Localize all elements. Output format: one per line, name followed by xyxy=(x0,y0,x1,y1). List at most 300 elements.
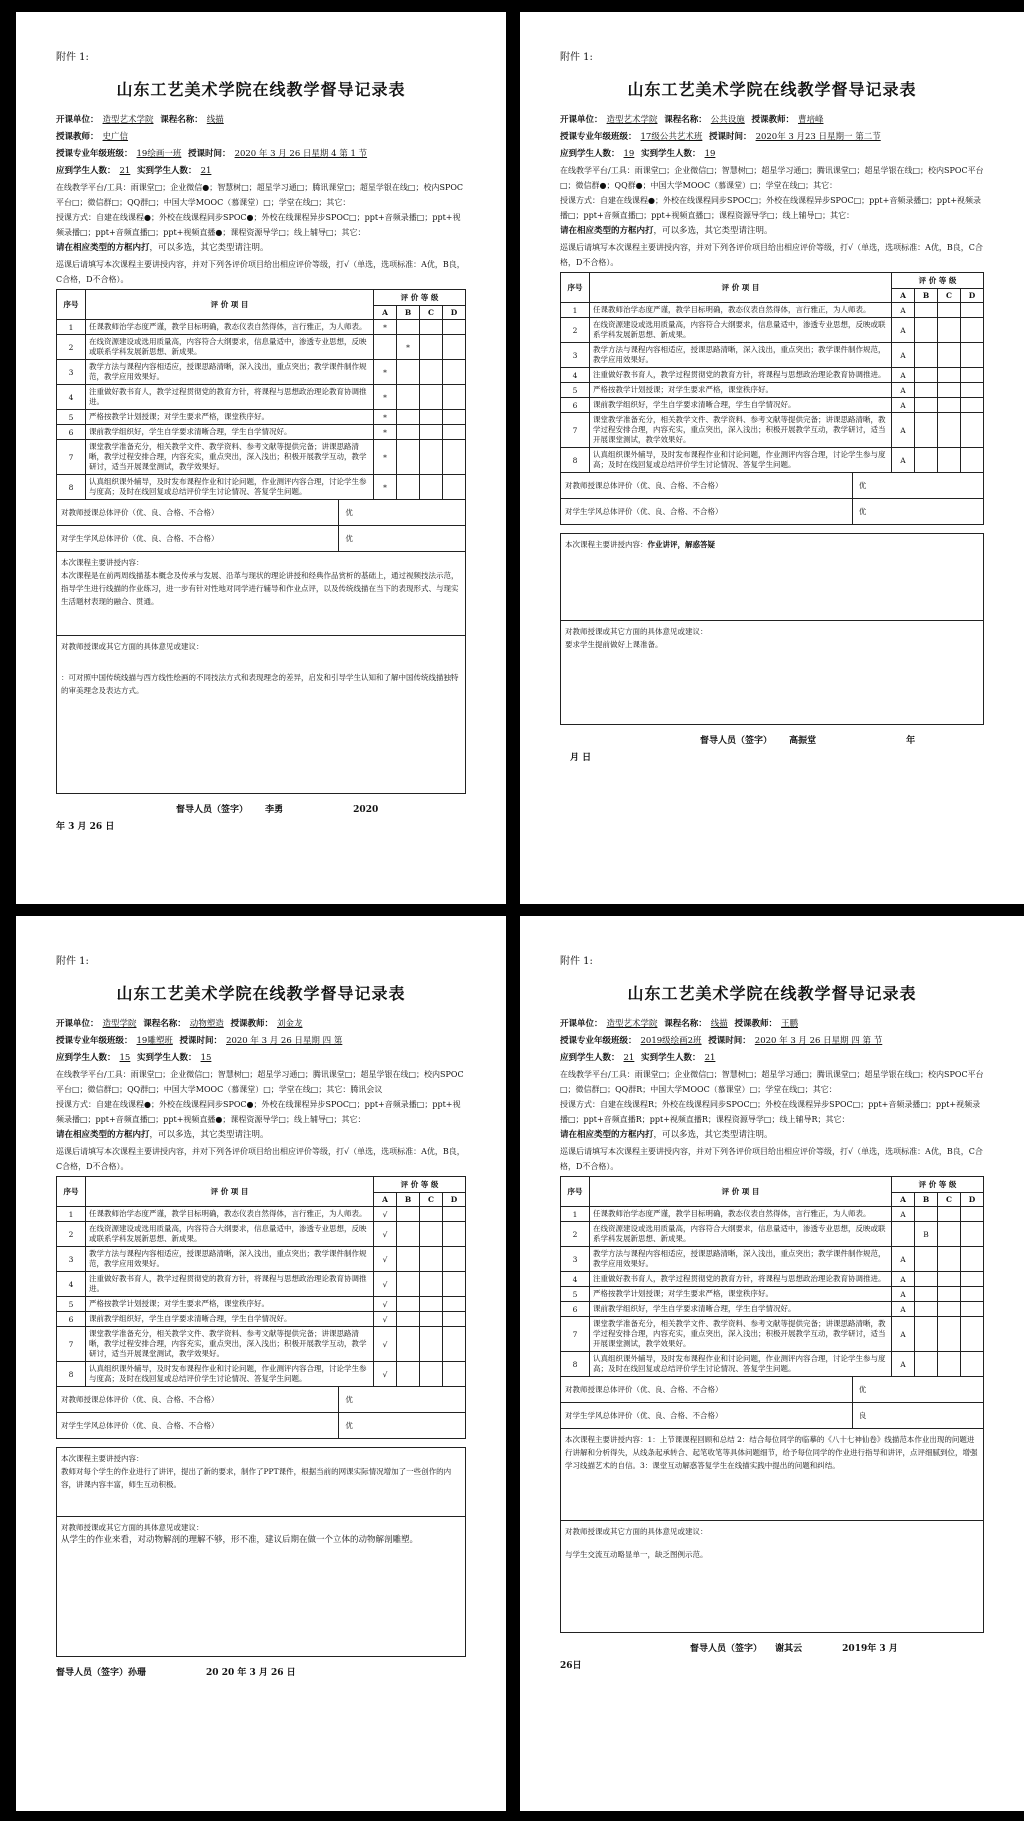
grade-mark: B xyxy=(915,1222,938,1247)
grade-mark: * xyxy=(374,385,397,410)
row-number: 4 xyxy=(561,368,590,383)
header-grade: 评 价 等 级 xyxy=(892,273,984,289)
grade-col-header: D xyxy=(443,1193,466,1207)
row-number: 7 xyxy=(561,413,590,448)
grade-cell xyxy=(397,1327,420,1362)
table-row xyxy=(561,1222,984,1247)
label-course: 课程名称： xyxy=(664,115,707,125)
row-number: 8 xyxy=(57,1362,86,1387)
grade-cell xyxy=(938,1287,961,1302)
grade-cell xyxy=(938,1247,961,1272)
grade-mark: A xyxy=(892,1302,915,1317)
grade-mark: √ xyxy=(374,1272,397,1297)
grade-cell xyxy=(961,383,984,398)
criterion-text: 注重做好教书育人，教学过程贯彻党的教育方针，将课程与思想政治理论教育协调推进。 xyxy=(86,385,374,410)
teacher-eval-value: 优 xyxy=(345,508,353,517)
row-number: 5 xyxy=(561,1287,590,1302)
teacher-eval-label: 对教师授课总体评价（优、良、合格、不合格） xyxy=(57,1387,339,1412)
table-row xyxy=(561,383,984,398)
label-class: 授课专业年级班级： xyxy=(56,1036,133,1046)
row-number: 6 xyxy=(561,1302,590,1317)
signature-line xyxy=(56,802,466,815)
grade-cell xyxy=(443,335,466,360)
grade-mark: A xyxy=(892,383,915,398)
grade-cell xyxy=(443,360,466,385)
grade-cell xyxy=(420,1362,443,1387)
label-actual: 实到学生人数： xyxy=(641,149,701,159)
table-row xyxy=(57,360,466,385)
grade-cell xyxy=(892,1222,915,1247)
grade-cell xyxy=(961,343,984,368)
criterion-text: 教学方法与课程内容相适应，授课思路清晰，深入浅出，重点突出；教学课件制作规范，教学应用效果好。 xyxy=(590,343,892,368)
grade-mark: A xyxy=(892,448,915,473)
header-grade: 评 价 等 级 xyxy=(374,1177,466,1193)
grade-cell xyxy=(420,410,443,425)
student-eval-label: 对学生学风总体评价（优、良、合格、不合格） xyxy=(57,1413,339,1438)
table-row xyxy=(57,1362,466,1387)
student-eval-label: 对学生学风总体评价（优、良、合格、不合格） xyxy=(561,1403,853,1428)
grade-cell xyxy=(915,383,938,398)
grade-mark: A xyxy=(892,1352,915,1377)
content-text: 作业讲评，解惑答疑 xyxy=(647,540,715,549)
grade-mark: * xyxy=(374,440,397,475)
label-unit: 开课单位： xyxy=(560,1019,603,1029)
row-number: 2 xyxy=(57,335,86,360)
content-box xyxy=(56,552,466,636)
form-page-1 xyxy=(16,12,506,904)
label-expected: 应到学生人数： xyxy=(56,166,116,176)
teacher-eval-value: 优 xyxy=(858,1385,867,1394)
signer-name: 谢其云 xyxy=(775,1644,803,1654)
value-teacher: 王鹏 xyxy=(780,1019,798,1029)
table-row xyxy=(57,385,466,410)
grade-mark: A xyxy=(892,413,915,448)
grade-col-header: A xyxy=(892,1193,915,1207)
header-no: 序号 xyxy=(57,290,86,320)
form-page-3 xyxy=(16,916,506,1811)
signature-label: 督导人员（签字） xyxy=(700,736,773,746)
table-row xyxy=(561,1247,984,1272)
table-row xyxy=(57,1207,466,1222)
criterion-text: 教学方法与课程内容相适应，授课思路清晰，深入浅出，重点突出；教学课件制作规范，教学应用效果好。 xyxy=(86,360,374,385)
criterion-text: 课堂教学准备充分，相关教学文件、教学资料、参考文献等提供完备；讲课思路清晰，教学过程安排合理，内容充实，重点突出，深入浅出；积极开展教学互动，教学研讨，适当开展课堂测试，教学效果好。 xyxy=(590,1317,892,1352)
grade-col-header: B xyxy=(397,1193,420,1207)
grade-cell xyxy=(961,318,984,343)
grade-cell xyxy=(443,1222,466,1247)
note-rest: ，可以多选，其它类型请注明。 xyxy=(149,243,269,253)
table-row xyxy=(57,1247,466,1272)
student-eval-value: 优 xyxy=(345,534,353,543)
note-label: 请在相应类型的方框内打 xyxy=(560,1130,654,1140)
date-tail: 月 日 xyxy=(570,753,592,763)
grade-cell xyxy=(420,425,443,440)
signature-label: 督导人员（签字） xyxy=(56,1668,129,1678)
criterion-text: 严格按教学计划授课；对学生要求严格，课堂秩序好。 xyxy=(86,410,374,425)
label-teacher: 授课教师： xyxy=(751,115,794,125)
criterion-text: 在线资源建设或选用质量高，内容符合大纲要求，信息量适中，渗透专业思想，反映或联系学科发展新思想、新成果。 xyxy=(590,318,892,343)
grade-mark: A xyxy=(892,1207,915,1222)
row-number: 5 xyxy=(57,1297,86,1312)
header-item: 评 价 项 目 xyxy=(590,1177,892,1207)
grade-cell xyxy=(397,360,420,385)
grade-col-header: A xyxy=(374,1193,397,1207)
table-row xyxy=(561,1272,984,1287)
row-number: 7 xyxy=(561,1317,590,1352)
table-row xyxy=(561,303,984,318)
grade-cell xyxy=(938,1317,961,1352)
row-number: 7 xyxy=(57,440,86,475)
grade-mark: A xyxy=(892,343,915,368)
criterion-text: 任课教师治学态度严谨，教学目标明确，教态仪表自然得体，言行雅正，为人师表。 xyxy=(86,1207,374,1222)
row-number: 3 xyxy=(561,343,590,368)
grade-cell xyxy=(938,318,961,343)
advice-box xyxy=(56,1517,466,1657)
content-box xyxy=(56,1447,466,1517)
grade-mark: √ xyxy=(374,1207,397,1222)
value-class: 19雕塑班 xyxy=(136,1036,173,1046)
criterion-text: 在线资源建设或选用质量高，内容符合大纲要求，信息量适中，渗透专业思想，反映或联系学科发展新思想、新成果。 xyxy=(86,1222,374,1247)
table-row xyxy=(561,413,984,448)
criterion-text: 任课教师治学态度严谨，教学目标明确，教态仪表自然得体，言行雅正，为人师表。 xyxy=(590,1207,892,1222)
table-row xyxy=(57,320,466,335)
row-number: 1 xyxy=(57,320,86,335)
criterion-text: 认真组织课外辅导，及时发布课程作业和讨论问题，作业测评内容合理，讨论学生参与度高；及时在线回复或总结评价学生讨论情况、答复学生问题。 xyxy=(590,1352,892,1377)
grade-cell xyxy=(961,1352,984,1377)
label-unit: 开课单位： xyxy=(56,115,99,125)
teacher-eval-label: 对教师授课总体评价（优、良、合格、不合格） xyxy=(57,500,339,525)
header-grade: 评 价 等 级 xyxy=(374,290,466,306)
grade-cell xyxy=(420,1272,443,1297)
grade-cell xyxy=(961,1222,984,1247)
grade-cell xyxy=(397,425,420,440)
grade-cell xyxy=(915,1272,938,1287)
grade-cell xyxy=(961,368,984,383)
criterion-text: 注重做好教书育人，教学过程贯彻党的教育方针，将课程与思想政治理论教育协调推进。 xyxy=(590,368,892,383)
row-number: 2 xyxy=(57,1222,86,1247)
header-item: 评 价 项 目 xyxy=(86,1177,374,1207)
grade-cell xyxy=(915,1207,938,1222)
criterion-text: 严格按教学计划授课；对学生要求严格，课堂秩序好。 xyxy=(86,1297,374,1312)
label-teacher: 授课教师： xyxy=(56,132,99,142)
instruction: 巡课后请填写本次课程主要讲授内容，并对下列各评价项目给出相应评价等级，打√（单选，选项标准：A优，B良，C合格，D不合格）。 xyxy=(560,1147,983,1171)
grade-cell xyxy=(397,1362,420,1387)
teacher-eval-label: 对教师授课总体评价（优、良、合格、不合格） xyxy=(561,473,853,498)
label-unit: 开课单位： xyxy=(56,1019,99,1029)
grade-cell xyxy=(374,335,397,360)
grade-cell xyxy=(915,1352,938,1377)
grade-cell xyxy=(938,448,961,473)
signature-line xyxy=(560,1641,984,1654)
table-row xyxy=(561,1287,984,1302)
value-expected: 15 xyxy=(119,1053,131,1063)
grade-cell xyxy=(961,1317,984,1352)
teacher-eval-value: 优 xyxy=(345,1395,353,1404)
grade-mark: A xyxy=(892,1272,915,1287)
row-number: 2 xyxy=(561,318,590,343)
row-number: 8 xyxy=(561,448,590,473)
grade-mark: * xyxy=(374,475,397,500)
value-unit: 造型艺术学院 xyxy=(102,115,154,125)
grade-cell xyxy=(938,343,961,368)
criterion-text: 课前教学组织好，学生自学要求清晰合理，学生自学情况好。 xyxy=(86,1312,374,1327)
grade-col-header: A xyxy=(374,306,397,320)
student-eval-label: 对学生学风总体评价（优、良、合格、不合格） xyxy=(57,526,339,551)
note-rest: ，可以多选，其它类型请注明。 xyxy=(653,1130,773,1140)
grade-cell xyxy=(443,475,466,500)
grade-cell xyxy=(915,1247,938,1272)
evaluation-table xyxy=(56,289,466,500)
grade-cell xyxy=(961,413,984,448)
value-actual: 21 xyxy=(200,166,212,176)
grade-cell xyxy=(915,343,938,368)
advice-text: 要求学生提前做好上课准备。 xyxy=(565,640,663,649)
value-expected: 21 xyxy=(623,1053,635,1063)
value-unit: 造型艺术学院 xyxy=(606,1019,658,1029)
content-text: 1：上节课课程回顾和总结 2：结合每位同学的临摹的《八十七神仙卷》线描范本作业出现的问题进行讲解和分析得失，从线条起承转合、起笔收笔等具体问题细节，给予每位同学的作业进行指导和讲评，点评细腻到位，增强学习线描艺术的自信。3：课堂互动解惑答复学生在线描实践中提出的问题和纠结。 xyxy=(565,1435,978,1470)
content-text: 本次课程是在前两周线描基本概念及传承与发展、沿革与现状的理论讲授和经典作品赏析的基础上，通过视频技法示范，指导学生进行线描的作业练习，进一步有针对性地对同学进行辅导和作业点评，以及传统线描在当下的表现形式、与现实生活题材表现的融合、贯通。 xyxy=(61,571,459,606)
value-course: 线描 xyxy=(206,115,224,125)
grade-col-header: B xyxy=(915,1193,938,1207)
grade-mark: A xyxy=(892,1287,915,1302)
student-eval-value: 优 xyxy=(345,1421,353,1430)
grade-cell xyxy=(420,320,443,335)
value-teacher: 史广信 xyxy=(102,132,129,142)
table-row xyxy=(57,1312,466,1327)
grade-cell xyxy=(443,1297,466,1312)
grade-cell xyxy=(443,385,466,410)
advice-label: 对教师授课或其它方面的具体意见或建议： xyxy=(61,642,204,651)
mode-line: 授课方式：自建在线课程●；外校在线课程同步SPOC□；外校在线课程异步SPOC□；ppt+音频录播□；ppt+视频录播□；ppt+音频直播□；ppt+视频直播□；课程资源导学□；线上辅导□；其它： xyxy=(560,196,982,220)
instruction: 巡课后请填写本次课程主要讲授内容，并对下列各评价项目给出相应评价等级，打√（单选，选项标准：A优，B良，C合格，D不合格）。 xyxy=(56,1147,465,1171)
grade-cell xyxy=(915,303,938,318)
grade-mark: √ xyxy=(374,1222,397,1247)
note-rest: ，可以多选，其它类型请注明。 xyxy=(149,1130,269,1140)
grade-cell xyxy=(915,368,938,383)
label-unit: 开课单位： xyxy=(560,115,603,125)
grade-cell xyxy=(443,1362,466,1387)
value-expected: 19 xyxy=(623,149,635,159)
grade-cell xyxy=(961,448,984,473)
table-row xyxy=(561,318,984,343)
grade-col-header: B xyxy=(397,306,420,320)
criterion-text: 认真组织课外辅导，及时发布课程作业和讨论问题，作业测评内容合理，讨论学生参与度高；及时在线回复或总结评价学生讨论情况、答复学生问题。 xyxy=(86,475,374,500)
grade-cell xyxy=(938,303,961,318)
content-text: 教师对每个学生的作业进行了讲评，提出了新的要求，制作了PPT课件，根据当前的网课实际情况增加了一些创作的内容，讲课内容丰富，师生互动积极。 xyxy=(61,1467,452,1489)
label-time: 授课时间： xyxy=(709,132,752,142)
criterion-text: 任课教师治学态度严谨，教学目标明确，教态仪表自然得体，言行雅正，为人师表。 xyxy=(590,303,892,318)
grade-mark: √ xyxy=(374,1247,397,1272)
advice-text: 与学生交流互动略显单一，缺乏图例示范。 xyxy=(565,1550,708,1559)
label-actual: 实到学生人数： xyxy=(137,166,197,176)
grade-cell xyxy=(397,1272,420,1297)
criterion-text: 课前教学组织好，学生自学要求清晰合理，学生自学情况好。 xyxy=(86,425,374,440)
grade-cell xyxy=(397,1312,420,1327)
annex-label: 附件 1: xyxy=(560,956,593,967)
content-label: 本次课程主要讲授内容： xyxy=(61,558,144,567)
evaluation-table xyxy=(560,1176,984,1377)
row-number: 4 xyxy=(561,1272,590,1287)
date-tail: 26日 xyxy=(560,1661,582,1671)
row-number: 6 xyxy=(57,1312,86,1327)
grade-mark: √ xyxy=(374,1297,397,1312)
grade-cell xyxy=(915,413,938,448)
instruction: 巡课后请填写本次课程主要讲授内容，并对下列各评价项目给出相应评价等级，打√（单选，选项标准：A优，B良，C合格，D不合格）。 xyxy=(56,260,465,284)
row-number: 5 xyxy=(561,383,590,398)
grade-cell xyxy=(443,410,466,425)
table-row xyxy=(561,343,984,368)
grade-mark: √ xyxy=(374,1312,397,1327)
advice-label: 对教师授课或其它方面的具体意见或建议： xyxy=(565,1527,708,1536)
label-time: 授课时间： xyxy=(708,1036,751,1046)
grade-cell xyxy=(938,368,961,383)
grade-cell xyxy=(961,398,984,413)
value-actual: 19 xyxy=(704,149,716,159)
label-expected: 应到学生人数： xyxy=(560,149,620,159)
value-actual: 21 xyxy=(704,1053,716,1063)
advice-box xyxy=(560,621,984,725)
signer-name: 高振堂 xyxy=(789,736,817,746)
grade-cell xyxy=(420,1247,443,1272)
row-number: 8 xyxy=(57,475,86,500)
value-teacher: 曹培峰 xyxy=(797,115,824,125)
content-box xyxy=(560,1429,984,1521)
criterion-text: 课堂教学准备充分，相关教学文件、教学资料、参考文献等提供完备；讲课思路清晰，教学过程安排合理，内容充实，重点突出，深入浅出；积极开展教学互动，教学研讨，适当开展课堂测试，教学效果好。 xyxy=(86,440,374,475)
grade-cell xyxy=(961,1287,984,1302)
signature-date: 20 20 年 3 月 26 日 xyxy=(206,1668,296,1678)
header-no: 序号 xyxy=(561,1177,590,1207)
row-number: 6 xyxy=(57,425,86,440)
platform-line: 在线教学平台/工具：雨课堂□；企业微信□；智慧树□；超星学习通□；腾讯课堂□；超星学银在线□；校内SPOC平台□；微信群●；QQ群●；中国大学MOOC（慕课堂）□；学堂在线□；其它： xyxy=(560,166,984,190)
value-time: 2020 年 3 月 26 日星期 4 第 1 节 xyxy=(234,149,368,159)
row-number: 1 xyxy=(57,1207,86,1222)
signer-name: 孙珊 xyxy=(128,1668,147,1678)
row-number: 1 xyxy=(561,1207,590,1222)
form-page-2 xyxy=(520,12,1024,904)
value-unit: 造型学院 xyxy=(102,1019,137,1029)
table-row xyxy=(561,368,984,383)
grade-col-header: D xyxy=(961,289,984,303)
grade-cell xyxy=(938,1207,961,1222)
annex-label: 附件 1: xyxy=(56,52,89,63)
grade-cell xyxy=(420,1312,443,1327)
advice-box xyxy=(56,636,466,794)
value-class: 19绘画一班 xyxy=(136,149,182,159)
table-row xyxy=(561,398,984,413)
table-row xyxy=(57,1272,466,1297)
grade-cell xyxy=(915,1317,938,1352)
grade-cell xyxy=(420,1207,443,1222)
grade-cell xyxy=(443,425,466,440)
grade-cell xyxy=(938,398,961,413)
content-label: 本次课程主要讲授内容： xyxy=(565,1435,648,1444)
row-number: 2 xyxy=(561,1222,590,1247)
grade-col-header: A xyxy=(892,289,915,303)
note-label: 请在相应类型的方框内打 xyxy=(560,226,654,236)
grade-cell xyxy=(961,1272,984,1287)
grade-cell xyxy=(938,1352,961,1377)
grade-cell xyxy=(443,1272,466,1297)
signature-date: 2019年 3 月 xyxy=(842,1644,898,1654)
grade-cell xyxy=(397,320,420,335)
signature-label: 督导人员（签字） xyxy=(176,805,249,815)
criterion-text: 在线资源建设或选用质量高，内容符合大纲要求，信息量适中，渗透专业思想，反映或联系学科发展新思想、新成果。 xyxy=(86,335,374,360)
header-grade: 评 价 等 级 xyxy=(892,1177,984,1193)
grade-cell xyxy=(397,1247,420,1272)
student-eval-value: 良 xyxy=(858,1411,867,1420)
row-number: 6 xyxy=(561,398,590,413)
criterion-text: 任课教师治学态度严谨，教学目标明确，教态仪表自然得体，言行雅正，为人师表。 xyxy=(86,320,374,335)
grade-cell xyxy=(915,1302,938,1317)
form-title: 山东工艺美术学院在线教学督导记录表 xyxy=(116,984,406,1003)
grade-cell xyxy=(961,1247,984,1272)
value-class: 17级公共艺术班 xyxy=(640,132,703,142)
value-actual: 15 xyxy=(200,1053,212,1063)
grade-cell xyxy=(938,1272,961,1287)
signature-line xyxy=(56,1665,466,1678)
form-title: 山东工艺美术学院在线教学督导记录表 xyxy=(627,80,917,99)
grade-cell xyxy=(397,1297,420,1312)
note-rest: ，可以多选，其它类型请注明。 xyxy=(653,226,773,236)
table-row xyxy=(57,1297,466,1312)
grade-col-header: D xyxy=(961,1193,984,1207)
grade-col-header: C xyxy=(420,1193,443,1207)
criterion-text: 严格按教学计划授课；对学生要求严格，课堂秩序好。 xyxy=(590,1287,892,1302)
table-row xyxy=(561,1302,984,1317)
signature-label: 督导人员（签字） xyxy=(690,1644,763,1654)
grade-col-header: C xyxy=(938,289,961,303)
header-no: 序号 xyxy=(57,1177,86,1207)
grade-mark: * xyxy=(374,360,397,385)
signature-line xyxy=(560,733,984,746)
grade-mark: A xyxy=(892,368,915,383)
advice-text: 从学生的作业来看，对动物解剖的理解不够，形不准，建议后期在做一个立体的动物解剖雕塑。 xyxy=(61,1535,419,1545)
note-label: 请在相应类型的方框内打 xyxy=(56,1130,150,1140)
label-course: 课程名称： xyxy=(160,115,203,125)
table-row xyxy=(57,410,466,425)
value-expected: 21 xyxy=(119,166,131,176)
grade-cell xyxy=(420,1222,443,1247)
grade-mark: * xyxy=(374,320,397,335)
grade-mark: A xyxy=(892,318,915,343)
criterion-text: 认真组织课外辅导，及时发布课程作业和讨论问题，作业测评内容合理，讨论学生参与度高；及时在线回复或总结评价学生讨论情况、答复学生问题。 xyxy=(590,448,892,473)
grade-cell xyxy=(915,398,938,413)
grade-cell xyxy=(397,1207,420,1222)
grade-cell xyxy=(915,448,938,473)
grade-cell xyxy=(443,440,466,475)
grade-cell xyxy=(915,318,938,343)
table-row xyxy=(57,425,466,440)
grade-cell xyxy=(961,303,984,318)
grade-cell xyxy=(420,335,443,360)
table-row xyxy=(561,1352,984,1377)
row-number: 4 xyxy=(57,1272,86,1297)
content-label: 本次课程主要讲授内容： xyxy=(61,1454,144,1463)
row-number: 1 xyxy=(561,303,590,318)
grade-cell xyxy=(420,440,443,475)
grade-cell xyxy=(420,360,443,385)
advice-label: 对教师授课或其它方面的具体意见或建议： xyxy=(61,1523,204,1532)
criterion-text: 认真组织课外辅导，及时发布课程作业和讨论问题，作业测评内容合理，讨论学生参与度高；及时在线回复或总结评价学生讨论情况、答复学生问题。 xyxy=(86,1362,374,1387)
criterion-text: 课堂教学准备充分，相关教学文件、教学资料、参考文献等提供完备；讲课思路清晰，教学过程安排合理，内容充实，重点突出，深入浅出；积极开展教学互动，教学研讨，适当开展课堂测试，教学效果好。 xyxy=(86,1327,374,1362)
grade-col-header: B xyxy=(915,289,938,303)
criterion-text: 注重做好教书育人，教学过程贯彻党的教育方针，将课程与思想政治理论教育协调推进。 xyxy=(590,1272,892,1287)
grade-cell xyxy=(938,413,961,448)
row-number: 3 xyxy=(57,1247,86,1272)
grade-mark: √ xyxy=(374,1327,397,1362)
header-item: 评 价 项 目 xyxy=(86,290,374,320)
evaluation-table xyxy=(56,1176,466,1387)
criterion-text: 教学方法与课程内容相适应，授课思路清晰，深入浅出，重点突出；教学课件制作规范，教学应用效果好。 xyxy=(86,1247,374,1272)
